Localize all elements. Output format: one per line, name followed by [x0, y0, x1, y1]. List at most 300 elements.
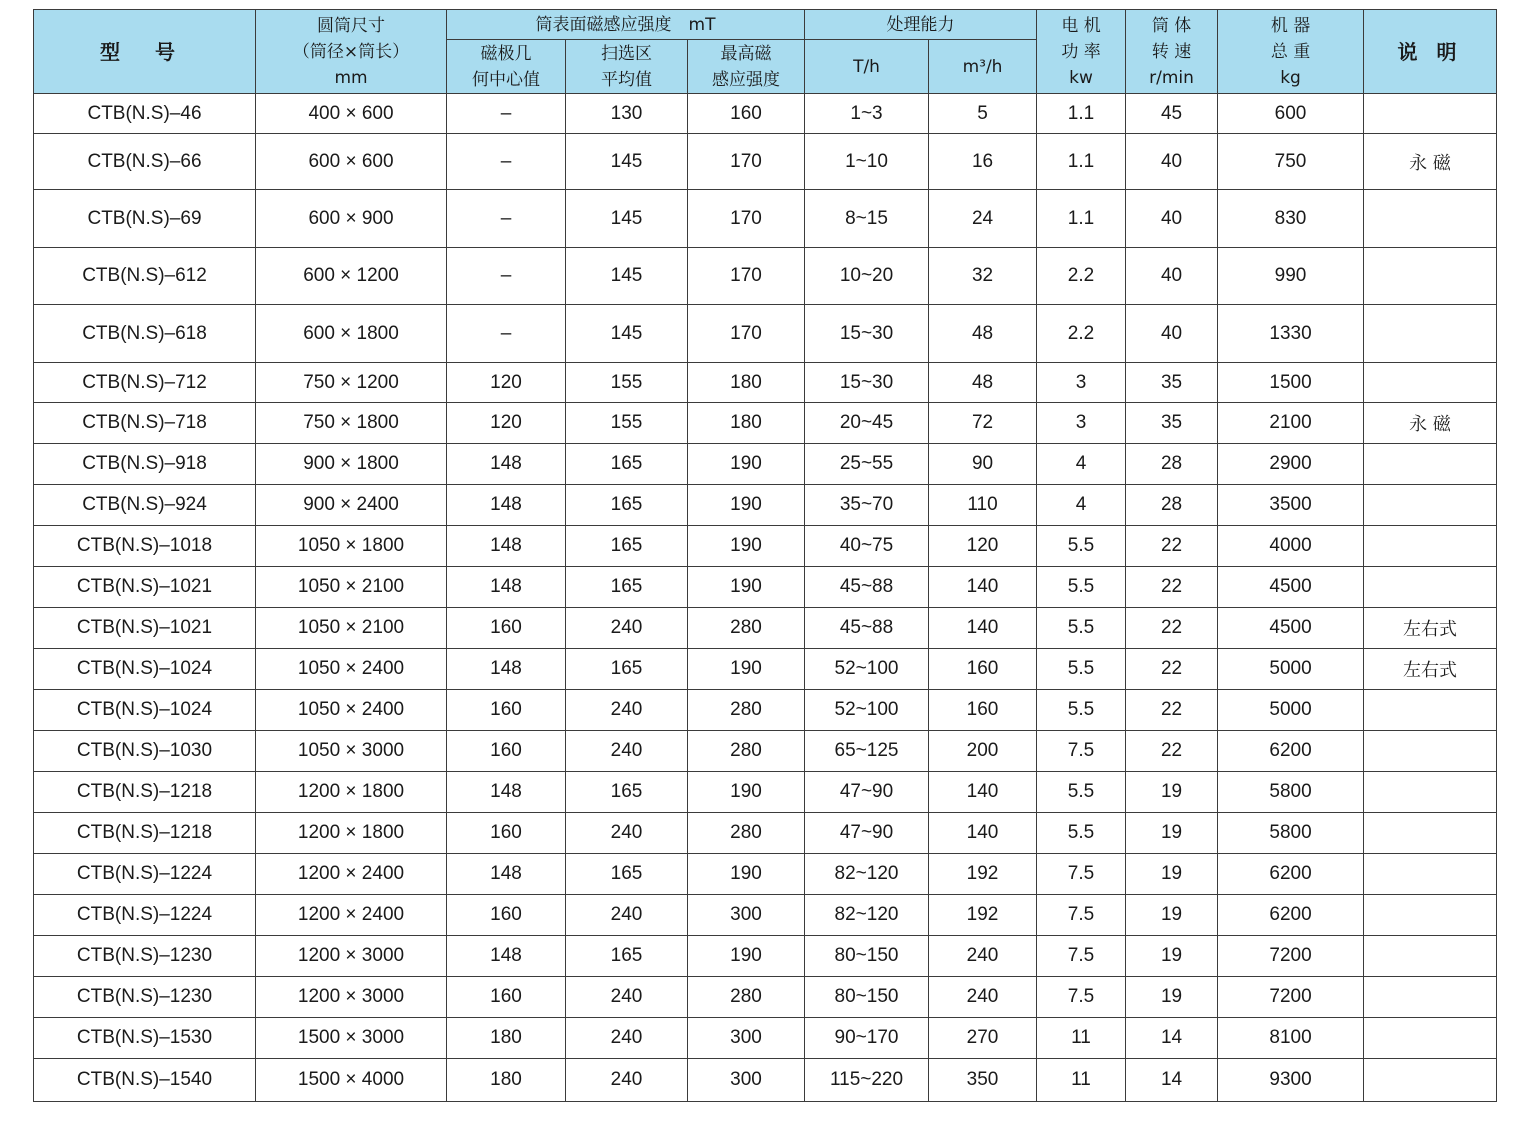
cell-field-pole: 160 [447, 977, 566, 1018]
cell-model: CTB(N.S)–1021 [34, 608, 256, 649]
cell-model: CTB(N.S)–1018 [34, 526, 256, 567]
cell-speed: 19 [1126, 813, 1218, 854]
cell-field-max: 190 [688, 526, 805, 567]
cell-speed: 22 [1126, 649, 1218, 690]
cell-size: 900 × 2400 [256, 485, 447, 526]
cell-note [1364, 363, 1497, 403]
cell-field-max: 190 [688, 649, 805, 690]
cell-capacity-m3h: 48 [929, 363, 1037, 403]
cell-weight: 4500 [1218, 608, 1364, 649]
cell-field-zone: 165 [566, 772, 688, 813]
cell-capacity-m3h: 120 [929, 526, 1037, 567]
cell-speed: 28 [1126, 444, 1218, 485]
cell-speed: 22 [1126, 526, 1218, 567]
cell-field-pole: – [447, 94, 566, 134]
cell-note [1364, 1059, 1497, 1102]
cell-power: 5.5 [1037, 567, 1126, 608]
cell-note [1364, 690, 1497, 731]
table-header [34, 10, 1497, 94]
cell-power: 7.5 [1037, 977, 1126, 1018]
cell-speed: 22 [1126, 690, 1218, 731]
cell-field-pole: 148 [447, 649, 566, 690]
cell-model: CTB(N.S)–924 [34, 485, 256, 526]
cell-note [1364, 305, 1497, 363]
cell-capacity-th: 8~15 [805, 190, 929, 248]
cell-capacity-th: 115~220 [805, 1059, 929, 1102]
cell-power: 3 [1037, 403, 1126, 444]
cell-model: CTB(N.S)–66 [34, 134, 256, 190]
table-row [34, 444, 1497, 485]
table-row [34, 526, 1497, 567]
cell-size: 1200 × 2400 [256, 854, 447, 895]
cell-weight: 5800 [1218, 813, 1364, 854]
cell-speed: 40 [1126, 190, 1218, 248]
header-field-pole-line: 何中心值 [472, 69, 540, 90]
cell-power: 5.5 [1037, 690, 1126, 731]
header-cap-m3h: m³/h [929, 40, 1037, 94]
cell-model: CTB(N.S)–1230 [34, 977, 256, 1018]
cell-capacity-m3h: 240 [929, 977, 1037, 1018]
cell-power: 5.5 [1037, 772, 1126, 813]
cell-note: 永 磁 [1364, 403, 1497, 444]
cell-power: 5.5 [1037, 649, 1126, 690]
header-field-max [688, 40, 805, 94]
cell-note [1364, 813, 1497, 854]
cell-speed: 14 [1126, 1059, 1218, 1102]
cell-note: 左右式 [1364, 608, 1497, 649]
cell-field-max: 190 [688, 444, 805, 485]
header-power-line: 电 机 [1061, 15, 1101, 36]
cell-field-pole: 160 [447, 813, 566, 854]
cell-capacity-m3h: 72 [929, 403, 1037, 444]
cell-capacity-m3h: 160 [929, 649, 1037, 690]
cell-speed: 35 [1126, 403, 1218, 444]
cell-speed: 40 [1126, 305, 1218, 363]
cell-field-zone: 240 [566, 608, 688, 649]
cell-field-max: 180 [688, 363, 805, 403]
cell-field-zone: 145 [566, 248, 688, 305]
cell-capacity-th: 47~90 [805, 813, 929, 854]
cell-capacity-m3h: 24 [929, 190, 1037, 248]
table-row [34, 363, 1497, 403]
cell-note [1364, 444, 1497, 485]
cell-capacity-th: 90~170 [805, 1018, 929, 1059]
cell-field-max: 300 [688, 1018, 805, 1059]
cell-size: 1050 × 3000 [256, 731, 447, 772]
cell-field-pole: 148 [447, 485, 566, 526]
cell-weight: 6200 [1218, 731, 1364, 772]
cell-capacity-th: 82~120 [805, 895, 929, 936]
cell-note [1364, 977, 1497, 1018]
cell-field-pole: 180 [447, 1018, 566, 1059]
cell-field-max: 280 [688, 731, 805, 772]
cell-size: 600 × 1800 [256, 305, 447, 363]
cell-weight: 830 [1218, 190, 1364, 248]
cell-model: CTB(N.S)–1218 [34, 772, 256, 813]
header-power-line: kw [1069, 67, 1093, 88]
cell-capacity-th: 15~30 [805, 305, 929, 363]
cell-model: CTB(N.S)–1218 [34, 813, 256, 854]
cell-capacity-m3h: 240 [929, 936, 1037, 977]
cell-capacity-m3h: 140 [929, 813, 1037, 854]
cell-field-pole: – [447, 134, 566, 190]
cell-model: CTB(N.S)–1024 [34, 649, 256, 690]
cell-power: 7.5 [1037, 854, 1126, 895]
cell-model: CTB(N.S)–69 [34, 190, 256, 248]
cell-speed: 19 [1126, 895, 1218, 936]
cell-field-max: 160 [688, 94, 805, 134]
cell-field-zone: 240 [566, 813, 688, 854]
cell-size: 1050 × 2100 [256, 608, 447, 649]
cell-speed: 22 [1126, 608, 1218, 649]
cell-capacity-th: 15~30 [805, 363, 929, 403]
cell-field-zone: 240 [566, 977, 688, 1018]
header-field-group: 筒表面磁感应强度 mT [447, 10, 805, 40]
cell-model: CTB(N.S)–1230 [34, 936, 256, 977]
cell-size: 750 × 1200 [256, 363, 447, 403]
cell-field-zone: 155 [566, 363, 688, 403]
cell-speed: 28 [1126, 485, 1218, 526]
cell-weight: 5800 [1218, 772, 1364, 813]
cell-field-pole: 148 [447, 772, 566, 813]
cell-model: CTB(N.S)–1224 [34, 854, 256, 895]
cell-field-zone: 130 [566, 94, 688, 134]
cell-note [1364, 854, 1497, 895]
header-model: 型 号 [34, 10, 256, 94]
cell-capacity-th: 80~150 [805, 977, 929, 1018]
cell-field-pole: 160 [447, 608, 566, 649]
cell-speed: 22 [1126, 731, 1218, 772]
table-row [34, 134, 1497, 190]
cell-speed: 45 [1126, 94, 1218, 134]
header-size-line: 圆筒尺寸 [317, 15, 385, 36]
cell-field-pole: 148 [447, 526, 566, 567]
cell-capacity-m3h: 48 [929, 305, 1037, 363]
cell-note [1364, 248, 1497, 305]
cell-weight: 5000 [1218, 690, 1364, 731]
cell-field-zone: 155 [566, 403, 688, 444]
cell-note [1364, 485, 1497, 526]
cell-weight: 7200 [1218, 936, 1364, 977]
cell-capacity-m3h: 270 [929, 1018, 1037, 1059]
cell-model: CTB(N.S)–1030 [34, 731, 256, 772]
cell-weight: 8100 [1218, 1018, 1364, 1059]
cell-model: CTB(N.S)–618 [34, 305, 256, 363]
cell-field-zone: 240 [566, 1018, 688, 1059]
table-row [34, 813, 1497, 854]
cell-field-max: 190 [688, 854, 805, 895]
cell-size: 1500 × 4000 [256, 1059, 447, 1102]
cell-field-max: 190 [688, 567, 805, 608]
cell-capacity-m3h: 16 [929, 134, 1037, 190]
cell-power: 7.5 [1037, 731, 1126, 772]
cell-power: 7.5 [1037, 895, 1126, 936]
cell-note [1364, 1018, 1497, 1059]
cell-size: 1200 × 2400 [256, 895, 447, 936]
cell-field-pole: 160 [447, 895, 566, 936]
cell-field-pole: – [447, 248, 566, 305]
cell-capacity-th: 40~75 [805, 526, 929, 567]
cell-capacity-th: 1~3 [805, 94, 929, 134]
cell-size: 1050 × 2400 [256, 649, 447, 690]
cell-note [1364, 526, 1497, 567]
cell-model: CTB(N.S)–46 [34, 94, 256, 134]
cell-power: 5.5 [1037, 526, 1126, 567]
cell-field-pole: – [447, 305, 566, 363]
header-size-line: （筒径×筒长） [292, 41, 410, 62]
cell-weight: 4000 [1218, 526, 1364, 567]
cell-weight: 2900 [1218, 444, 1364, 485]
header-speed [1126, 10, 1218, 94]
cell-size: 900 × 1800 [256, 444, 447, 485]
cell-size: 1200 × 1800 [256, 772, 447, 813]
table-row [34, 731, 1497, 772]
cell-capacity-m3h: 160 [929, 690, 1037, 731]
cell-field-zone: 145 [566, 190, 688, 248]
cell-weight: 1330 [1218, 305, 1364, 363]
cell-speed: 19 [1126, 772, 1218, 813]
table-row [34, 403, 1497, 444]
cell-model: CTB(N.S)–712 [34, 363, 256, 403]
cell-capacity-m3h: 5 [929, 94, 1037, 134]
cell-weight: 7200 [1218, 977, 1364, 1018]
cell-speed: 40 [1126, 248, 1218, 305]
table-row [34, 94, 1497, 134]
cell-field-pole: 148 [447, 567, 566, 608]
cell-size: 1200 × 1800 [256, 813, 447, 854]
cell-capacity-m3h: 350 [929, 1059, 1037, 1102]
cell-note: 左右式 [1364, 649, 1497, 690]
table-row [34, 854, 1497, 895]
cell-field-max: 300 [688, 895, 805, 936]
cell-size: 750 × 1800 [256, 403, 447, 444]
cell-field-zone: 165 [566, 649, 688, 690]
cell-field-zone: 165 [566, 567, 688, 608]
cell-weight: 9300 [1218, 1059, 1364, 1102]
cell-capacity-th: 82~120 [805, 854, 929, 895]
header-weight-line: kg [1280, 67, 1301, 88]
cell-weight: 2100 [1218, 403, 1364, 444]
cell-capacity-m3h: 140 [929, 567, 1037, 608]
cell-size: 600 × 1200 [256, 248, 447, 305]
cell-field-max: 190 [688, 772, 805, 813]
cell-speed: 40 [1126, 134, 1218, 190]
header-cap-th: T/h [805, 40, 929, 94]
header-power [1037, 10, 1126, 94]
cell-weight: 1500 [1218, 363, 1364, 403]
cell-field-pole: 120 [447, 363, 566, 403]
header-field-max-line: 最高磁 [720, 43, 772, 64]
cell-model: CTB(N.S)–1224 [34, 895, 256, 936]
cell-field-max: 170 [688, 134, 805, 190]
cell-field-pole: 180 [447, 1059, 566, 1102]
cell-capacity-th: 52~100 [805, 690, 929, 731]
table-row [34, 305, 1497, 363]
cell-power: 4 [1037, 444, 1126, 485]
cell-field-zone: 165 [566, 485, 688, 526]
cell-speed: 35 [1126, 363, 1218, 403]
cell-weight: 3500 [1218, 485, 1364, 526]
cell-speed: 19 [1126, 854, 1218, 895]
cell-capacity-th: 25~55 [805, 444, 929, 485]
cell-weight: 600 [1218, 94, 1364, 134]
spec-table [33, 9, 1497, 1102]
cell-power: 2.2 [1037, 248, 1126, 305]
cell-note [1364, 190, 1497, 248]
cell-speed: 14 [1126, 1018, 1218, 1059]
table-row [34, 608, 1497, 649]
header-note: 说 明 [1364, 10, 1497, 94]
cell-field-max: 190 [688, 485, 805, 526]
cell-field-max: 280 [688, 977, 805, 1018]
cell-power: 11 [1037, 1059, 1126, 1102]
cell-capacity-th: 1~10 [805, 134, 929, 190]
cell-note [1364, 936, 1497, 977]
cell-field-zone: 165 [566, 444, 688, 485]
table-row [34, 690, 1497, 731]
cell-field-max: 170 [688, 248, 805, 305]
header-weight-line: 机 器 [1270, 15, 1311, 36]
cell-power: 5.5 [1037, 608, 1126, 649]
cell-note [1364, 772, 1497, 813]
header-speed-line: 筒 体 [1151, 15, 1192, 36]
cell-field-max: 190 [688, 936, 805, 977]
cell-capacity-th: 45~88 [805, 608, 929, 649]
cell-size: 600 × 600 [256, 134, 447, 190]
cell-field-zone: 145 [566, 134, 688, 190]
cell-note [1364, 94, 1497, 134]
cell-field-pole: 120 [447, 403, 566, 444]
cell-model: CTB(N.S)–718 [34, 403, 256, 444]
cell-field-pole: 148 [447, 936, 566, 977]
cell-capacity-th: 20~45 [805, 403, 929, 444]
cell-field-zone: 145 [566, 305, 688, 363]
cell-size: 1500 × 3000 [256, 1018, 447, 1059]
header-speed-line: 转 速 [1151, 41, 1192, 62]
cell-field-zone: 240 [566, 1059, 688, 1102]
cell-size: 1050 × 1800 [256, 526, 447, 567]
cell-power: 7.5 [1037, 936, 1126, 977]
cell-field-max: 170 [688, 305, 805, 363]
header-capacity: 处理能力 [805, 10, 1037, 40]
table-body [34, 94, 1497, 1102]
cell-model: CTB(N.S)–1540 [34, 1059, 256, 1102]
cell-capacity-m3h: 140 [929, 608, 1037, 649]
table-row [34, 772, 1497, 813]
cell-field-max: 280 [688, 608, 805, 649]
header-weight [1218, 10, 1364, 94]
cell-model: CTB(N.S)–1021 [34, 567, 256, 608]
cell-field-zone: 240 [566, 690, 688, 731]
cell-capacity-th: 10~20 [805, 248, 929, 305]
cell-capacity-th: 52~100 [805, 649, 929, 690]
cell-field-zone: 240 [566, 895, 688, 936]
cell-field-zone: 165 [566, 526, 688, 567]
cell-power: 1.1 [1037, 94, 1126, 134]
cell-weight: 990 [1218, 248, 1364, 305]
cell-field-zone: 165 [566, 854, 688, 895]
cell-field-max: 280 [688, 813, 805, 854]
cell-power: 4 [1037, 485, 1126, 526]
cell-field-max: 280 [688, 690, 805, 731]
cell-field-zone: 165 [566, 936, 688, 977]
cell-speed: 22 [1126, 567, 1218, 608]
cell-speed: 19 [1126, 977, 1218, 1018]
header-field-zone-line: 扫选区 [601, 43, 652, 64]
cell-capacity-m3h: 110 [929, 485, 1037, 526]
cell-power: 1.1 [1037, 134, 1126, 190]
cell-capacity-m3h: 32 [929, 248, 1037, 305]
cell-weight: 6200 [1218, 895, 1364, 936]
header-field-pole [447, 40, 566, 94]
table-row [34, 485, 1497, 526]
table-row [34, 649, 1497, 690]
cell-size: 1200 × 3000 [256, 936, 447, 977]
cell-note [1364, 731, 1497, 772]
table-row [34, 1059, 1497, 1102]
cell-field-max: 180 [688, 403, 805, 444]
cell-note: 永 磁 [1364, 134, 1497, 190]
cell-size: 1050 × 2400 [256, 690, 447, 731]
cell-weight: 5000 [1218, 649, 1364, 690]
cell-field-pole: 160 [447, 690, 566, 731]
cell-weight: 4500 [1218, 567, 1364, 608]
table-row [34, 1018, 1497, 1059]
cell-power: 1.1 [1037, 190, 1126, 248]
cell-capacity-th: 47~90 [805, 772, 929, 813]
table-row [34, 248, 1497, 305]
header-field-zone [566, 40, 688, 94]
cell-capacity-m3h: 200 [929, 731, 1037, 772]
cell-model: CTB(N.S)–1530 [34, 1018, 256, 1059]
header-power-line: 功 率 [1061, 41, 1101, 62]
table-row [34, 567, 1497, 608]
cell-size: 400 × 600 [256, 94, 447, 134]
cell-capacity-th: 65~125 [805, 731, 929, 772]
cell-capacity-m3h: 192 [929, 895, 1037, 936]
cell-field-pole: – [447, 190, 566, 248]
cell-capacity-m3h: 192 [929, 854, 1037, 895]
table-row [34, 895, 1497, 936]
header-field-max-line: 感应强度 [712, 69, 780, 90]
cell-power: 11 [1037, 1018, 1126, 1059]
cell-power: 5.5 [1037, 813, 1126, 854]
cell-capacity-m3h: 140 [929, 772, 1037, 813]
cell-size: 1050 × 2100 [256, 567, 447, 608]
cell-field-pole: 148 [447, 854, 566, 895]
table-row [34, 936, 1497, 977]
cell-weight: 750 [1218, 134, 1364, 190]
cell-note [1364, 567, 1497, 608]
cell-field-pole: 148 [447, 444, 566, 485]
header-speed-line: r/min [1149, 67, 1194, 88]
header-size [256, 10, 447, 94]
cell-field-pole: 160 [447, 731, 566, 772]
cell-model: CTB(N.S)–1024 [34, 690, 256, 731]
header-size-line: mm [334, 67, 368, 88]
cell-size: 600 × 900 [256, 190, 447, 248]
cell-field-max: 170 [688, 190, 805, 248]
cell-speed: 19 [1126, 936, 1218, 977]
cell-capacity-m3h: 90 [929, 444, 1037, 485]
cell-power: 2.2 [1037, 305, 1126, 363]
cell-note [1364, 895, 1497, 936]
cell-field-max: 300 [688, 1059, 805, 1102]
table-row [34, 977, 1497, 1018]
header-weight-line: 总 重 [1270, 41, 1311, 62]
header-field-pole-line: 磁极几 [480, 43, 532, 64]
cell-capacity-th: 35~70 [805, 485, 929, 526]
